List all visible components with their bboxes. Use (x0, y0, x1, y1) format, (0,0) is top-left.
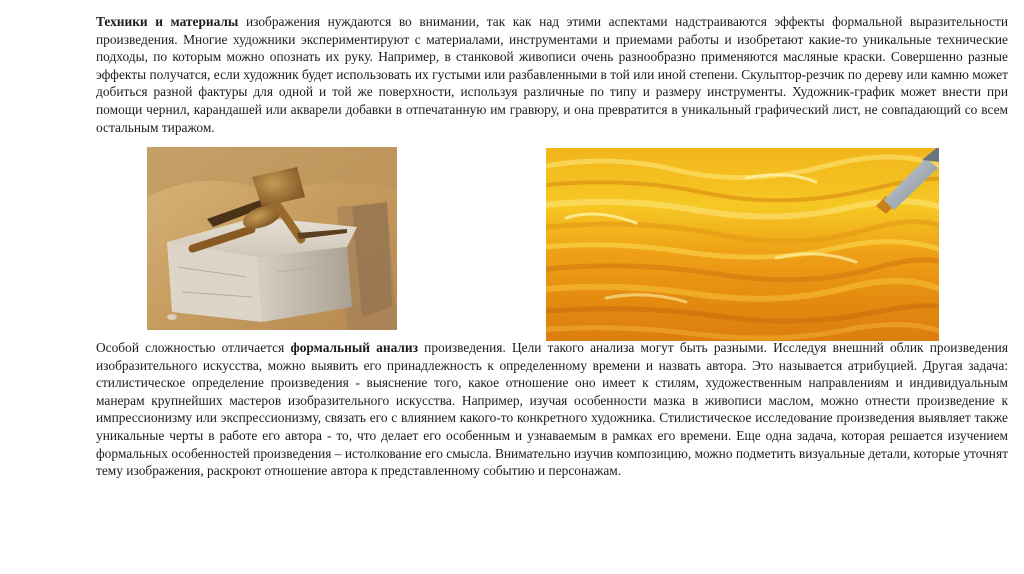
analysis-text-before: Особой сложностью отличается (96, 340, 291, 355)
formal-analysis-paragraph (96, 339, 1008, 480)
intro-text: изображения нуждаются во внимании, так как над этими аспектами надстраиваются эффекты формальной выразительности произведения. Многие художники экспериментируют с материалами, инструментами и приемами работы и изобретают какие-то уникальные технические подходы, по которым можно опознать их руку. Например, в станковой живописи очень разнообразно применяются масляные краски. Совершенно разные эффекты получатся, если художник будет использовать их густыми или разбавленными в той или иной степени. Скульптор-резчик по дереву или камню может добиться разной фактуры для одной и той же поверхности, используя различные по типу и размеру инструменты. Художник-график может внести при помощи чернил, карандашей или акварели добавки в отпечатанную им гравюру, и она превратится в уникальный графический лист, не совпадающий со всем остальным тиражом. (96, 14, 1008, 135)
analysis-text-after: произведения. Цели такого анализа могут быть разными. Исследуя внешний облик произведения изобразительного искусства, можно выявить его принадлежность к определенному времени и назвать автора. Это называется атрибуцией. Другая задача: стилистическое определение произведения - выяснение того, какое отношение оно имеет к стилям, художественным направлениям и индивидуальным манерам крупнейших мастеров изобразительного искусства. Например, изучая особенности мазка в живописи маслом, можно отнести произведение к импрессионизму или экспрессионизму, связать его с влиянием какого-то конкретного художника. Стилистическое исследование произведения выявляет также уникальные черты в работе его автора - то, что делает его особенным и узнаваемым в рамках его времени. Еще одна задача, которая решается изучением формальных особенностей произведения – истолкование его смысла. Внимательно изучив композицию, можно подметить визуальные детали, которые уточнят тему изображения, раскроют отношение автора к представленному событию и персонажам. (96, 340, 1008, 479)
lead-term: Техники и материалы (96, 14, 239, 29)
formal-analysis-term: формальный анализ (290, 340, 418, 355)
intro-paragraph (96, 13, 1008, 136)
stone-carving-tools-photo (147, 147, 397, 330)
oil-paint-texture-photo (546, 148, 939, 341)
